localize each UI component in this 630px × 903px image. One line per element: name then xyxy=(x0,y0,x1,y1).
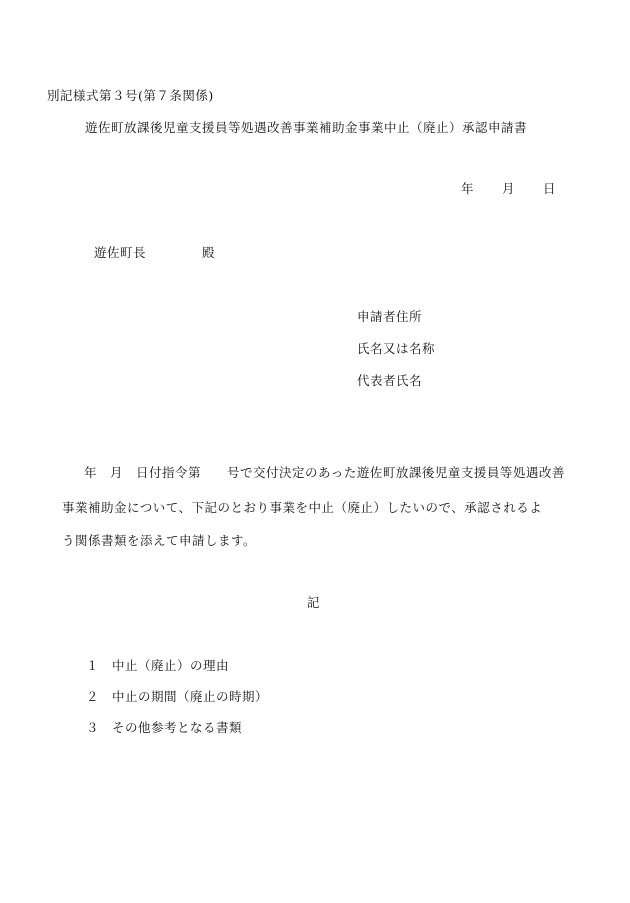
ki-heading: 記 xyxy=(307,595,321,610)
list-item-text: 中止の期間（廃止の時期） xyxy=(112,689,269,704)
applicant-address-label: 申請者住所 xyxy=(357,309,423,324)
date-year-label: 年 xyxy=(461,181,475,196)
body-text-line: う関係書類を添えて申請します。 xyxy=(62,533,257,548)
list-item-number: ２ xyxy=(86,689,100,704)
addressee xyxy=(94,247,215,260)
applicant-name-label: 氏名又は名称 xyxy=(357,341,436,356)
list-item-number: ３ xyxy=(86,720,100,735)
date-month-label: 月 xyxy=(502,181,516,196)
body-text-line: 事業補助金について、下記のとおり事業を中止（廃止）したいので、承認されるよ xyxy=(62,500,543,515)
document-title: 遊佐町放課後児童支援員等処遇改善事業補助金事業中止（廃止）承認申請書 xyxy=(85,120,528,135)
body-text-line: 年 月 日付指令第 号で交付決定のあった遊佐町放課後児童支援員等処遇改善 xyxy=(84,465,565,480)
list-item xyxy=(86,691,268,704)
list-item-text: その他参考となる書類 xyxy=(112,720,243,735)
date-day-label: 日 xyxy=(543,181,557,196)
list-item xyxy=(86,722,242,735)
applicant-representative-label: 代表者氏名 xyxy=(357,373,423,388)
addressee-name: 遊佐町長 xyxy=(94,245,147,260)
date-line xyxy=(461,183,556,196)
list-item-number: １ xyxy=(86,658,100,673)
list-item-text: 中止（廃止）の理由 xyxy=(112,658,230,673)
addressee-honorific: 殿 xyxy=(202,245,216,260)
form-number: 別記様式第３号(第７条関係) xyxy=(47,88,214,103)
list-item xyxy=(86,660,229,673)
